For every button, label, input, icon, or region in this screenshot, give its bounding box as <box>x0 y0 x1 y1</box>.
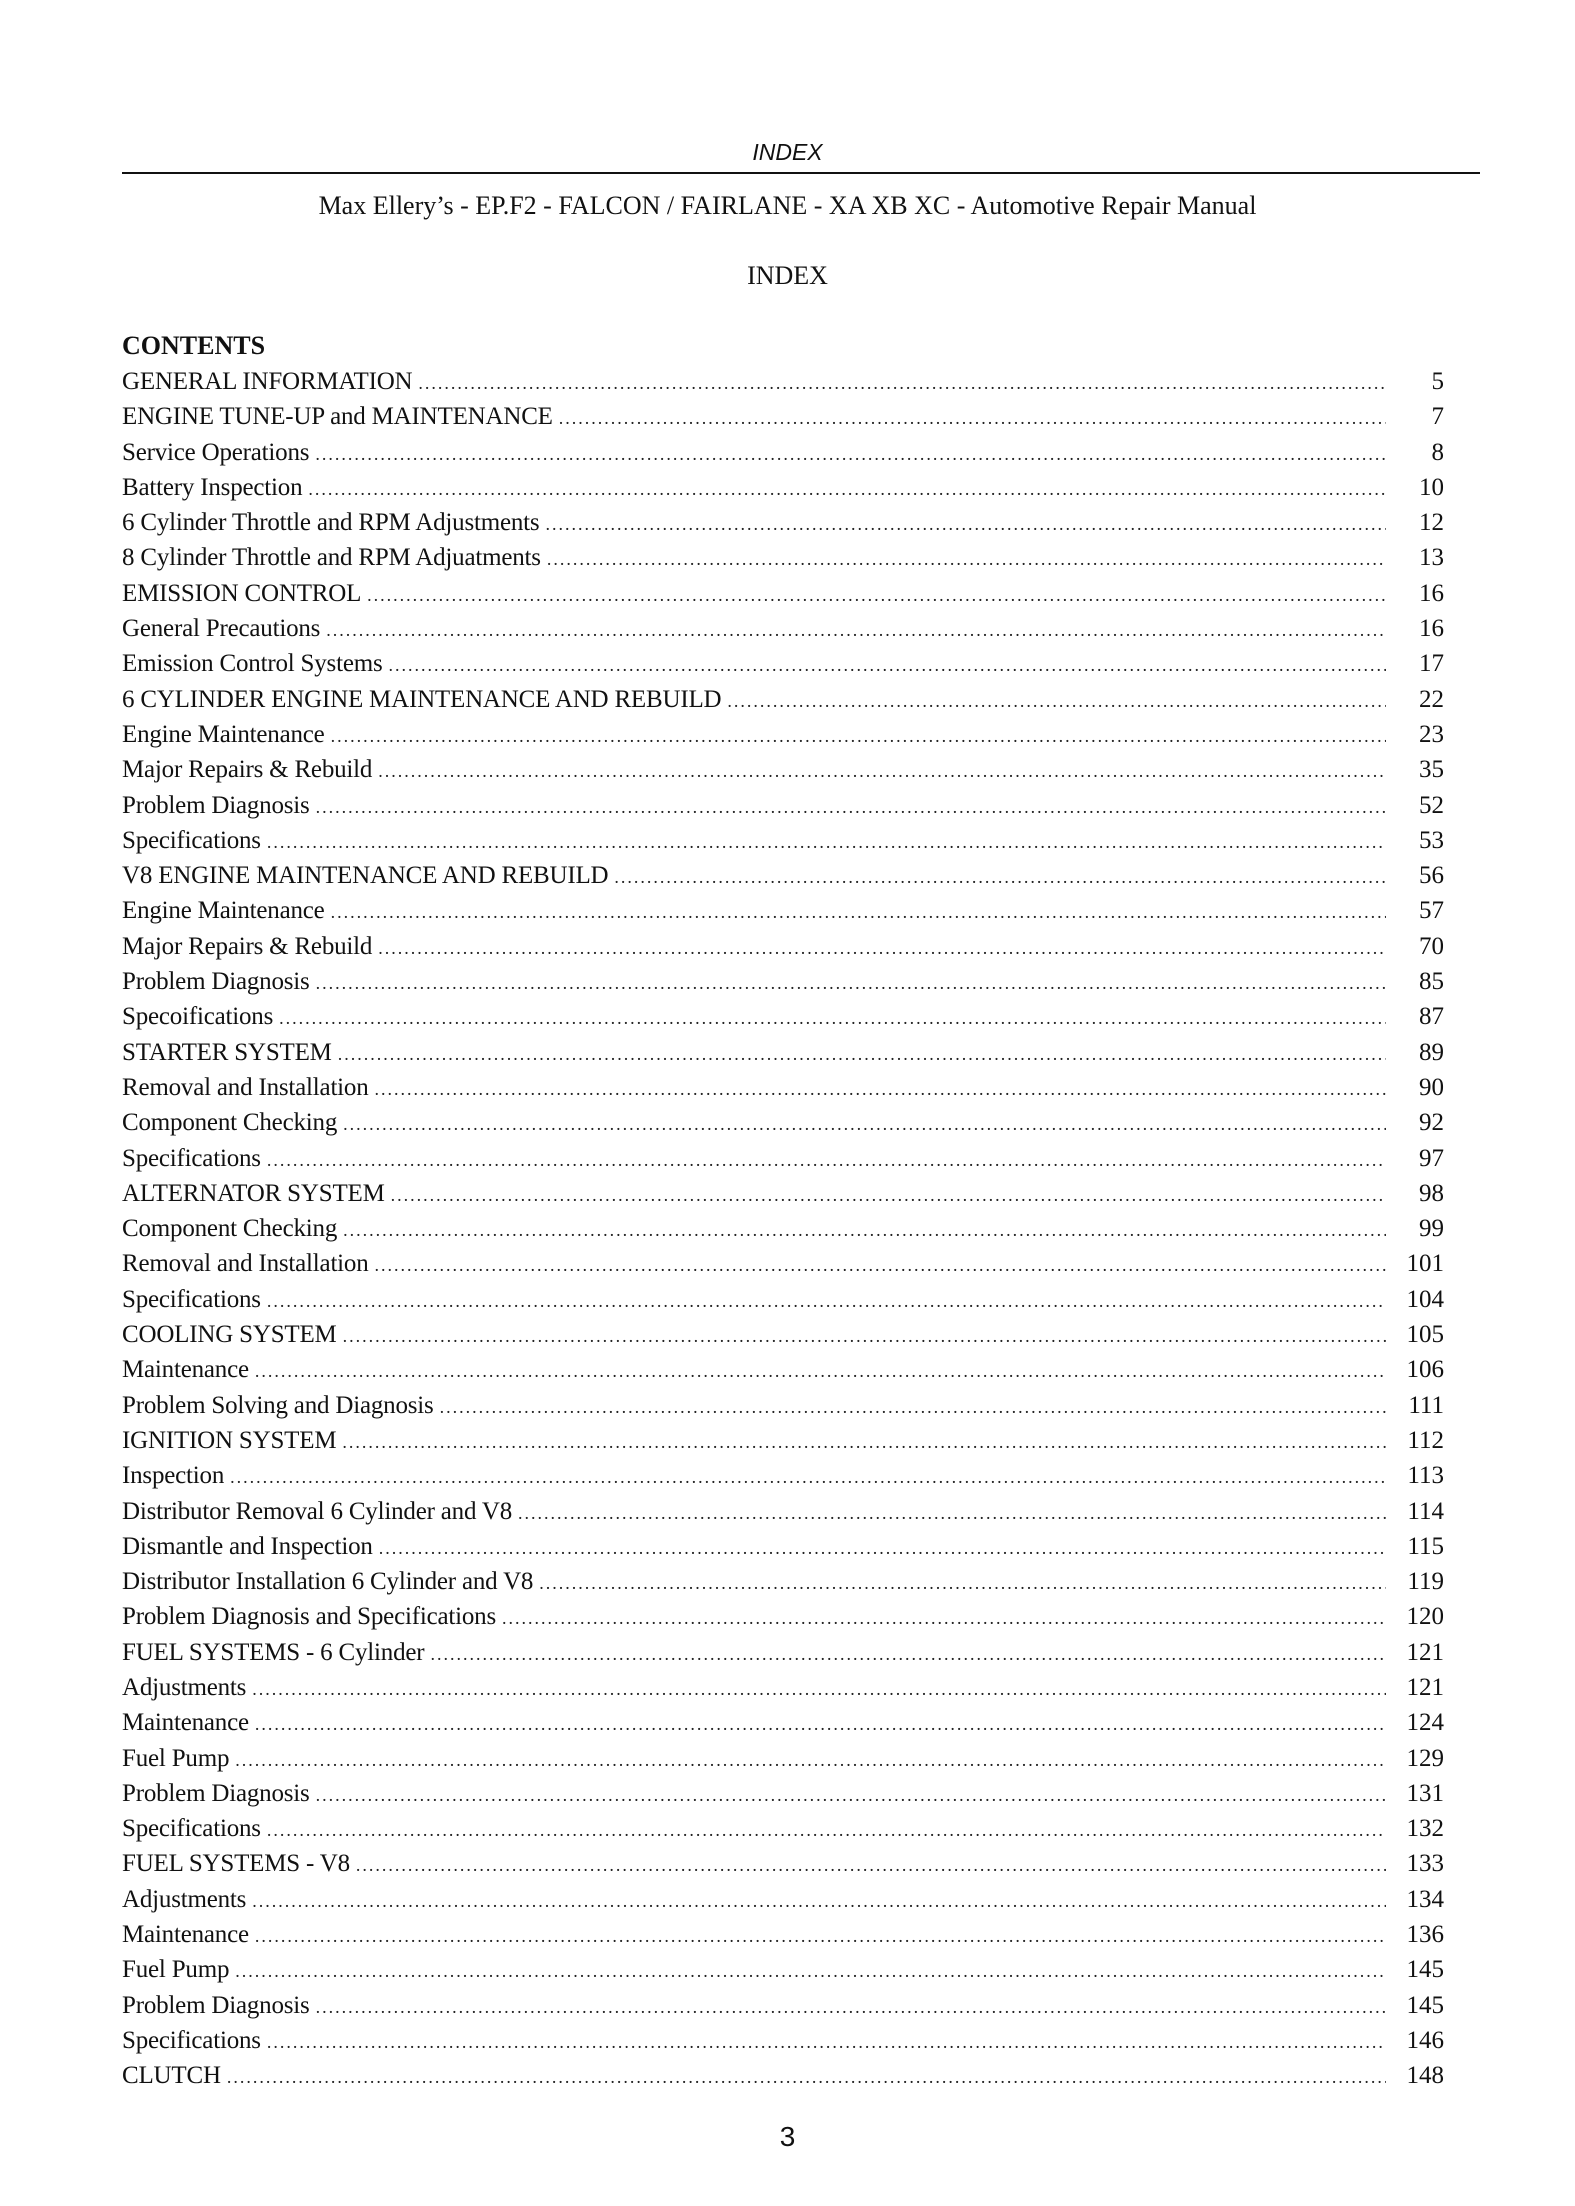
toc-dot-leader <box>389 648 1386 681</box>
toc-entry-page: 70 <box>1419 932 1444 960</box>
toc-entry-page: 10 <box>1419 473 1444 501</box>
toc-entry-label: Removal and Installation <box>122 1250 369 1278</box>
toc-entry <box>122 1846 1444 1881</box>
toc-entry-label: STARTER SYSTEM <box>122 1038 332 1066</box>
toc-entry-page: 114 <box>1407 1497 1444 1525</box>
toc-entry-label: 8 Cylinder Throttle and RPM Adjuatments <box>122 544 541 572</box>
toc-dot-leader <box>255 1919 1386 1952</box>
toc-entry-page: 148 <box>1406 2062 1444 2090</box>
toc-entry-page: 129 <box>1406 1744 1444 1772</box>
toc-entry <box>122 717 1444 752</box>
toc-entry <box>122 1494 1444 1529</box>
toc-dot-leader <box>391 1178 1386 1211</box>
toc-entry-label: Component Checking <box>122 1215 338 1243</box>
toc-entry <box>122 1282 1444 1317</box>
toc-entry-label: FUEL SYSTEMS - V8 <box>122 1850 350 1878</box>
toc-dot-leader <box>343 1107 1386 1140</box>
header-rule <box>122 172 1480 174</box>
toc-entry <box>122 1035 1444 1070</box>
toc-dot-leader <box>230 1460 1386 1493</box>
toc-entry-page: 5 <box>1431 368 1444 395</box>
toc-entry-page: 85 <box>1419 968 1444 996</box>
toc-entry <box>122 1105 1444 1140</box>
toc-dot-leader <box>308 472 1386 505</box>
toc-entry-page: 131 <box>1406 1779 1444 1807</box>
toc-entry-page: 17 <box>1419 650 1444 678</box>
toc-entry-page: 97 <box>1419 1144 1444 1172</box>
toc-entry-page: 136 <box>1406 1921 1444 1949</box>
toc-entry-label: ALTERNATOR SYSTEM <box>122 1179 385 1207</box>
toc-entry-label: Battery Inspection <box>122 473 303 501</box>
toc-entry <box>122 2058 1444 2093</box>
toc-entry <box>122 611 1444 646</box>
toc-entry-label: Specifications <box>122 1144 261 1172</box>
toc-entry-label: Specifications <box>122 1815 261 1843</box>
toc-dot-leader <box>727 684 1386 717</box>
toc-entry-page: 90 <box>1419 1073 1444 1101</box>
toc-entry-label: Removal and Installation <box>122 1073 369 1101</box>
toc-entry-page: 132 <box>1406 1815 1444 1843</box>
toc-entry-page: 121 <box>1406 1673 1444 1701</box>
toc-entry-page: 23 <box>1419 720 1444 748</box>
toc-dot-leader <box>418 366 1386 399</box>
toc-dot-leader <box>267 1143 1386 1176</box>
toc-dot-leader <box>338 1037 1386 1070</box>
toc-entry <box>122 823 1444 858</box>
toc-dot-leader <box>252 1672 1386 1705</box>
toc-entry-page: 134 <box>1406 1885 1444 1913</box>
toc-entry-label: Specifications <box>122 1285 261 1313</box>
toc-dot-leader <box>547 542 1386 575</box>
toc-entry-label: Specoifications <box>122 1003 274 1031</box>
toc-entry-page: 98 <box>1419 1179 1444 1207</box>
toc-dot-leader <box>375 1072 1386 1105</box>
toc-entry <box>122 999 1444 1034</box>
toc-entry <box>122 1776 1444 1811</box>
toc-entry-page: 113 <box>1407 1462 1444 1490</box>
toc-entry-page: 101 <box>1406 1250 1444 1278</box>
toc-entry-page: 16 <box>1419 615 1444 643</box>
toc-entry-page: 146 <box>1406 2026 1444 2054</box>
toc-dot-leader <box>545 507 1386 540</box>
toc-entry-label: Adjustments <box>122 1673 247 1701</box>
toc-entry-label: Fuel Pump <box>122 1744 230 1772</box>
toc-entry-label: Maintenance <box>122 1709 249 1737</box>
toc-entry-page: 104 <box>1406 1285 1444 1313</box>
toc-entry <box>122 1670 1444 1705</box>
toc-entry-label: Major Repairs & Rebuild <box>122 932 373 960</box>
toc-entry <box>122 540 1444 575</box>
toc-entry-page: 145 <box>1406 1991 1444 2019</box>
toc-entry-label: Problem Solving and Diagnosis <box>122 1391 434 1419</box>
toc-entry <box>122 788 1444 823</box>
toc-entry-page: 99 <box>1419 1215 1444 1243</box>
toc-entry-page: 115 <box>1407 1532 1444 1560</box>
index-heading: INDEX <box>747 261 828 290</box>
toc-entry-label: V8 ENGINE MAINTENANCE AND REBUILD <box>122 862 609 890</box>
toc-dot-leader <box>267 1813 1386 1846</box>
toc-dot-leader <box>267 1284 1386 1317</box>
toc-entry-label: Problem Diagnosis <box>122 968 310 996</box>
toc-dot-leader <box>267 825 1386 858</box>
toc-entry-label: Maintenance <box>122 1356 249 1384</box>
toc-entry-page: 145 <box>1406 1956 1444 1984</box>
toc-dot-leader <box>559 401 1386 434</box>
toc-dot-leader <box>343 1213 1386 1246</box>
toc-entry <box>122 1352 1444 1387</box>
toc-dot-leader <box>279 1001 1386 1034</box>
toc-entry-page: 133 <box>1406 1850 1444 1878</box>
toc-dot-leader <box>430 1637 1386 1670</box>
toc-entry-page: 56 <box>1419 862 1444 890</box>
toc-dot-leader <box>378 931 1386 964</box>
toc-dot-leader <box>331 895 1386 928</box>
toc-dot-leader <box>614 860 1386 893</box>
toc-entry-label: Major Repairs & Rebuild <box>122 756 373 784</box>
toc-entry <box>122 1952 1444 1987</box>
toc-entry-label: Specifications <box>122 826 261 854</box>
toc-entry <box>122 1529 1444 1564</box>
toc-entry-label: Problem Diagnosis <box>122 1779 310 1807</box>
running-header: INDEX <box>752 139 823 165</box>
toc-dot-leader <box>343 1319 1386 1352</box>
toc-entry <box>122 576 1444 611</box>
toc-dot-leader <box>235 1743 1386 1776</box>
toc-entry <box>122 1882 1444 1917</box>
toc-entry-page: 53 <box>1419 826 1444 854</box>
toc-entry-label: Engine Maintenance <box>122 720 325 748</box>
toc-entry-label: Adjustments <box>122 1885 247 1913</box>
toc-entry-label: COOLING SYSTEM <box>122 1321 337 1349</box>
toc-dot-leader <box>255 1354 1386 1387</box>
toc-entry <box>122 1599 1444 1634</box>
toc-entry-label: Problem Diagnosis <box>122 791 310 819</box>
toc-entry <box>122 1317 1444 1352</box>
toc-entry <box>122 1070 1444 1105</box>
toc-entry <box>122 1423 1444 1458</box>
toc-entry-page: 12 <box>1419 509 1444 537</box>
toc-entry-page: 87 <box>1419 1003 1444 1031</box>
toc-dot-leader <box>316 966 1386 999</box>
toc-entry-page: 112 <box>1407 1426 1444 1454</box>
toc-entry-page: 57 <box>1419 897 1444 925</box>
toc-entry <box>122 646 1444 681</box>
toc-entry-label: CLUTCH <box>122 2062 221 2090</box>
toc-entry-page: 16 <box>1419 579 1444 607</box>
toc-entry <box>122 1141 1444 1176</box>
toc-entry-page: 105 <box>1406 1321 1444 1349</box>
toc-entry-page: 120 <box>1406 1603 1444 1631</box>
toc-entry <box>122 752 1444 787</box>
toc-dot-leader <box>255 1707 1386 1740</box>
toc-dot-leader <box>375 1248 1386 1281</box>
toc-dot-leader <box>342 1425 1386 1458</box>
toc-entry-label: Problem Diagnosis <box>122 1991 310 2019</box>
toc-entry-label: Distributor Installation 6 Cylinder and V8 <box>122 1568 534 1596</box>
toc-entry <box>122 1246 1444 1281</box>
toc-entry-page: 22 <box>1419 685 1444 713</box>
toc-dot-leader <box>539 1566 1386 1599</box>
toc-entry-label: Distributor Removal 6 Cylinder and V8 <box>122 1497 513 1525</box>
toc-entry-label: EMISSION CONTROL <box>122 579 362 607</box>
toc-entry-page: 121 <box>1406 1638 1444 1666</box>
toc-entry-label: Service Operations <box>122 438 310 466</box>
toc-dot-leader <box>331 719 1386 752</box>
toc-entry <box>122 1176 1444 1211</box>
toc-entry <box>122 435 1444 470</box>
toc-entry-label: Engine Maintenance <box>122 897 325 925</box>
toc-entry <box>122 858 1444 893</box>
toc-dot-leader <box>316 1990 1386 2023</box>
toc-entry-page: 92 <box>1419 1109 1444 1137</box>
toc-entry-page: 52 <box>1419 791 1444 819</box>
toc-entry-label: Emission Control Systems <box>122 650 383 678</box>
toc-entry-label: Maintenance <box>122 1921 249 1949</box>
toc-entry-page: 7 <box>1431 403 1444 431</box>
toc-dot-leader <box>326 613 1386 646</box>
toc-entry-label: Dismantle and Inspection <box>122 1532 373 1560</box>
toc-dot-leader <box>440 1390 1386 1423</box>
toc-entry <box>122 1458 1444 1493</box>
toc-entry <box>122 1917 1444 1952</box>
toc-entry <box>122 1211 1444 1246</box>
toc-dot-leader <box>267 2025 1386 2058</box>
toc-entry-label: Inspection <box>122 1462 225 1490</box>
toc-entry-label: GENERAL INFORMATION <box>122 368 413 395</box>
toc-entry <box>122 505 1444 540</box>
toc-entry-label: IGNITION SYSTEM <box>122 1426 337 1454</box>
toc-entry <box>122 1705 1444 1740</box>
toc-entry-label: FUEL SYSTEMS - 6 Cylinder <box>122 1638 425 1666</box>
toc-entry <box>122 682 1444 717</box>
toc-entry <box>122 1635 1444 1670</box>
toc-dot-leader <box>252 1884 1386 1917</box>
toc-entry <box>122 1741 1444 1776</box>
toc-dot-leader <box>315 437 1386 470</box>
toc-dot-leader <box>502 1601 1386 1634</box>
toc-entry-label: ENGINE TUNE-UP and MAINTENANCE <box>122 403 553 431</box>
table-of-contents <box>122 364 1444 2094</box>
toc-dot-leader <box>235 1954 1386 1987</box>
toc-entry-label: Fuel Pump <box>122 1956 230 1984</box>
toc-dot-leader <box>227 2060 1386 2093</box>
toc-entry-label: 6 CYLINDER ENGINE MAINTENANCE AND REBUILD <box>122 685 722 713</box>
toc-entry <box>122 2023 1444 2058</box>
toc-entry <box>122 1564 1444 1599</box>
toc-entry-page: 111 <box>1408 1391 1444 1419</box>
toc-dot-leader <box>316 790 1386 823</box>
toc-entry-page: 124 <box>1406 1709 1444 1737</box>
toc-dot-leader <box>367 578 1386 611</box>
page-number: 3 <box>779 2121 796 2152</box>
manual-title: Max Ellery’s - EP.F2 - FALCON / FAIRLANE - XA XB XC - Automotive Repair Manual <box>318 191 1257 220</box>
toc-entry-label: Problem Diagnosis and Specifications <box>122 1603 496 1631</box>
toc-entry <box>122 399 1444 434</box>
toc-entry-label: 6 Cylinder Throttle and RPM Adjustments <box>122 509 540 537</box>
toc-entry-page: 8 <box>1431 438 1444 466</box>
toc-entry <box>122 929 1444 964</box>
toc-entry <box>122 470 1444 505</box>
toc-entry-page: 119 <box>1407 1568 1444 1596</box>
toc-entry-page: 106 <box>1406 1356 1444 1384</box>
toc-dot-leader <box>518 1496 1386 1529</box>
toc-entry-page: 13 <box>1419 544 1444 572</box>
toc-entry <box>122 1811 1444 1846</box>
toc-entry-label: General Precautions <box>122 615 321 643</box>
toc-dot-leader <box>378 754 1386 787</box>
toc-dot-leader <box>356 1848 1386 1881</box>
toc-entry <box>122 364 1444 399</box>
toc-entry-label: Specifications <box>122 2026 261 2054</box>
toc-entry-label: Component Checking <box>122 1109 338 1137</box>
toc-entry-page: 35 <box>1419 756 1444 784</box>
toc-dot-leader <box>316 1778 1386 1811</box>
contents-heading: CONTENTS <box>122 331 266 360</box>
toc-entry <box>122 964 1444 999</box>
toc-entry <box>122 1988 1444 2023</box>
toc-entry <box>122 1388 1444 1423</box>
toc-entry-page: 89 <box>1419 1038 1444 1066</box>
toc-dot-leader <box>379 1531 1386 1564</box>
toc-entry <box>122 893 1444 928</box>
